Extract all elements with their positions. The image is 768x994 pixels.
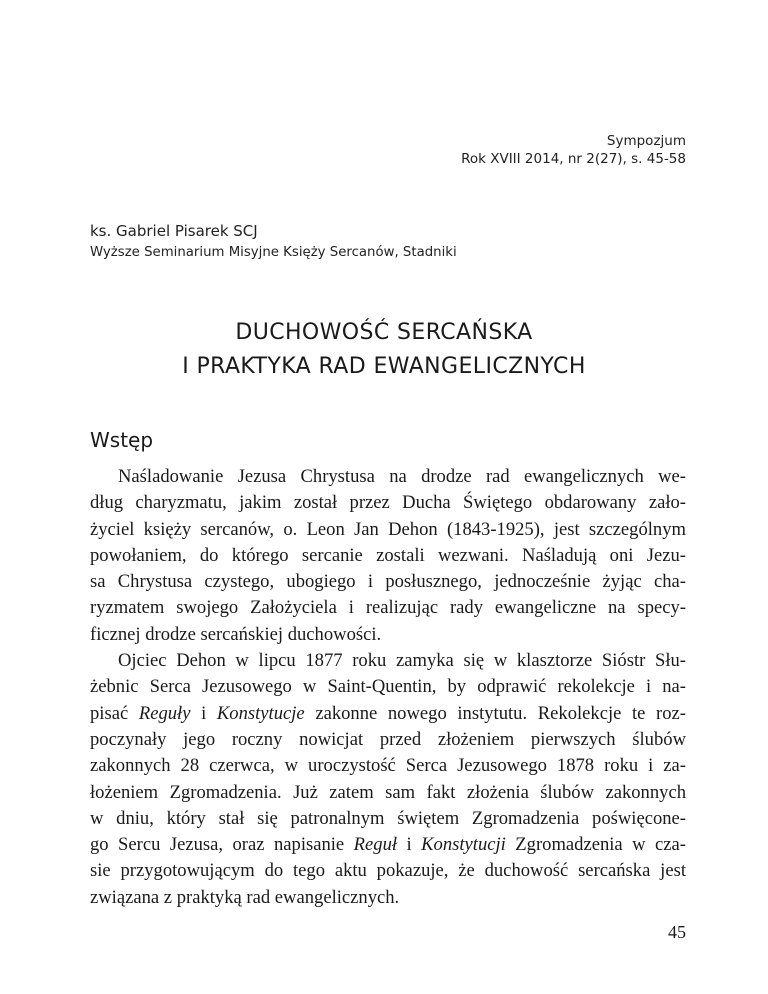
text-line [90,832,686,858]
italic-title-konstytucje: Konstytucje [216,702,305,724]
author-affiliation: Wyższe Seminarium Misyjne Księży Sercanów, Stadniki [90,245,457,260]
article-title [0,316,768,384]
text-line: w dniu, który stał się patronalnym świętem Zgromadzenia poświęcone- [90,807,686,829]
italic-title-konstytucji: Konstytucji [421,834,506,856]
paragraph-1 [90,464,686,648]
text-run: go Sercu Jezusa, oraz napisanie [90,834,354,856]
text-line: powołaniem, do którego sercanie zostali wezwani. Naśladują oni Jezu- [90,544,686,566]
text-line: zakonnych 28 czerwca, w uroczystość Serca Jezusowego 1878 roku i za- [90,755,686,777]
text-line: łożeniem Zgromadzenia. Już zatem sam fakt złożenia ślubów zakonnych [90,781,686,803]
text-line: żebnic Serca Jezusowego w Saint-Quentin, by odprawić rekolekcje i na- [90,676,686,698]
text-run: pisać [90,702,139,724]
text-run: Zgromadzenia w cza- [505,834,687,856]
text-line: poczynały jego roczny nowicjat przed złożeniem pierwszych ślubów [90,728,686,750]
page-number: 45 [668,922,686,942]
journal-name: Sympozjum [606,133,686,149]
body-text [90,464,686,911]
text-line: sa Chrystusa czystego, ubogiego i posłusznego, jednocześnie żyjąc cha- [90,571,686,593]
author-name: ks. Gabriel Pisarek SCJ [90,222,258,240]
text-line: sie przygotowującym do tego aktu pokazuje, że duchowość sercańska jest [90,860,686,882]
text-line: Ojciec Dehon w lipcu 1877 roku zamyka się w klasztorze Sióstr Słu- [118,650,686,672]
text-line: Naśladowanie Jezusa Chrystusa na drodze rad ewangelicznych we- [118,466,686,487]
italic-title-reguly: Reguły [138,702,191,724]
text-line: ryzmatem swojego Założyciela i realizując rady ewangeliczne na specy- [90,597,686,619]
article-title-line-1: DUCHOWOŚĆ SERCAŃSKA [235,320,533,345]
section-heading: Wstęp [90,428,154,452]
text-line: ficznej drodze sercańskiej duchowości. [90,623,382,645]
article-title-line-2: I PRAKTYKA RAD EWANGELICZNYCH [182,354,586,379]
paragraph-2 [90,648,686,911]
text-line [90,701,686,727]
text-run: i [190,702,217,724]
italic-title-regul: Reguł [353,834,398,856]
journal-header [461,132,686,168]
text-line: dług charyzmatu, jakim został przez Ducha Świętego obdarowany zało- [90,492,686,514]
text-line: związana z praktyką rad ewangelicznych. [90,886,400,908]
text-run: zakonne nowego instytutu. Rekolekcje te roz- [304,702,686,724]
text-line: życiel księży sercanów, o. Leon Jan Dehon (1843-1925), jest szczególnym [90,518,686,540]
journal-issue: Rok XVIII 2014, nr 2(27), s. 45-58 [461,151,686,167]
text-run: i [397,834,422,856]
